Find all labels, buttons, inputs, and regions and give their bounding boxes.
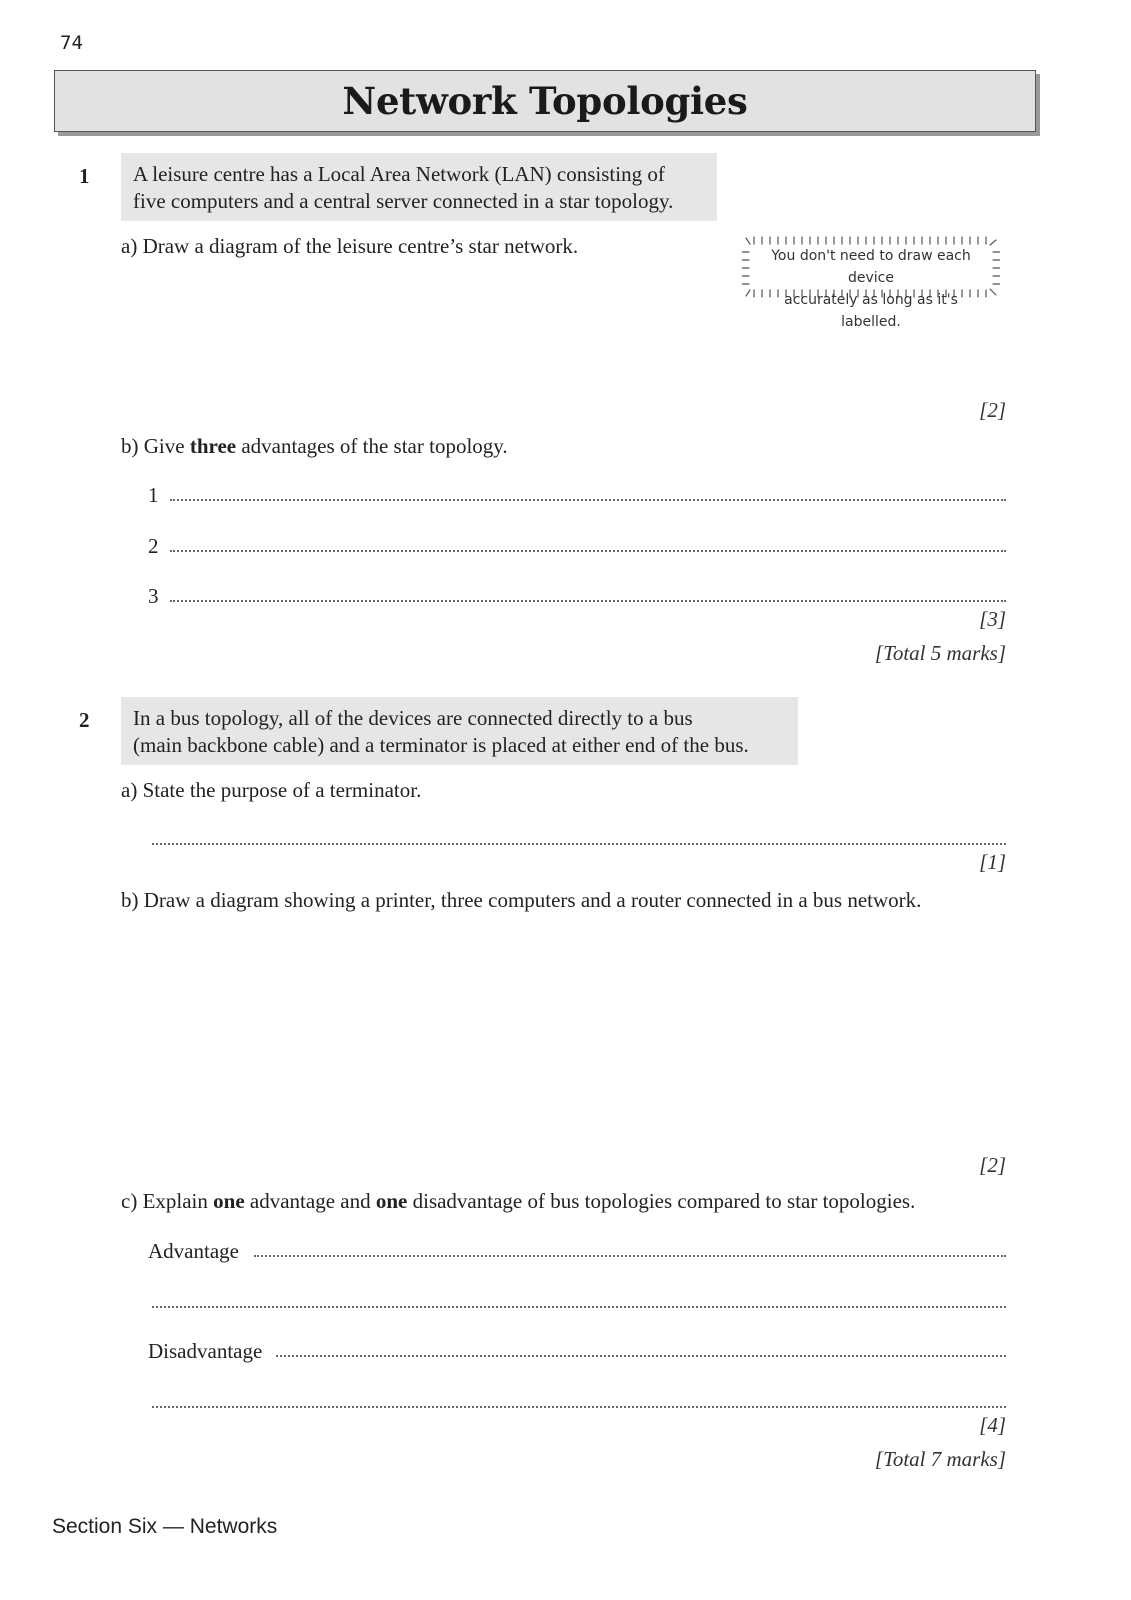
question-1-number: 1 [79,164,90,188]
question-2c-marks: [4] [979,1413,1006,1437]
advantage-answer-line-2[interactable] [152,1306,1006,1308]
tip-line-2: accurately as long as it's labelled. [784,292,958,330]
advantage-answer-line-1[interactable] [254,1255,1006,1257]
question-1b [121,433,508,460]
question-2-stem-line-1: In a bus topology, all of the devices are connected directly to a bus [133,706,693,730]
answer-line-1-number: 1 [148,483,159,507]
answer-line-3[interactable] [170,600,1006,602]
advantage-label: Advantage [148,1239,239,1263]
question-1a-label: a) [121,234,138,258]
question-2-number: 2 [79,708,90,732]
answer-line-1[interactable] [170,499,1006,501]
disadvantage-answer-line-1[interactable] [276,1355,1006,1357]
question-2-stem [121,697,798,765]
question-1-stem [121,153,717,221]
question-1b-text-pre: Give [143,434,190,458]
question-2c-bold-1: one [213,1189,245,1213]
question-1-stem-line-2: five computers and a central server connected in a star topology. [133,189,674,213]
section-footer: Section Six — Networks [52,1515,278,1538]
question-2-stem-line-2: (main backbone cable) and a terminator is placed at either end of the bus. [133,733,749,757]
question-1b-text-post: advantages of the star topology. [236,434,508,458]
question-2c-bold-2: one [375,1189,408,1213]
question-1a [121,233,578,260]
question-2a-text: State the purpose of a terminator. [142,778,422,802]
question-2a-marks: [1] [979,850,1006,874]
question-1b-text-bold: three [189,434,237,458]
answer-line-2[interactable] [170,550,1006,552]
question-2b [121,887,921,914]
question-2a-answer-line[interactable] [152,843,1006,845]
question-2b-label: b) [121,888,139,912]
answer-line-3-number: 3 [148,584,159,608]
disadvantage-label: Disadvantage [148,1339,263,1363]
question-1a-text: Draw a diagram of the leisure centre’s star network. [142,234,579,258]
tip-box [742,234,1000,330]
question-1-total: [Total 5 marks] [874,641,1006,665]
answer-line-2-number: 2 [148,534,159,558]
question-2a-label: a) [121,778,138,802]
question-2c-text-mid: advantage and [244,1189,376,1213]
question-2b-marks: [2] [979,1153,1006,1177]
question-1-stem-line-1: A leisure centre has a Local Area Network (LAN) consisting of [133,162,665,186]
question-2c [121,1188,915,1215]
question-1b-label: b) [121,434,139,458]
question-2c-text-post: disadvantage of bus topologies compared to star topologies. [407,1189,916,1213]
question-1a-marks: [2] [979,398,1006,422]
question-2c-text-pre: Explain [142,1189,214,1213]
question-2-total: [Total 7 marks] [874,1447,1006,1471]
page-title: Network Topologies [342,79,748,123]
title-banner [54,70,1036,132]
question-2a [121,777,421,804]
question-2c-label: c) [121,1189,138,1213]
tip-line-1: You don't need to draw each device [771,248,971,286]
question-2b-text: Draw a diagram showing a printer, three computers and a router connected in a bus network. [143,888,922,912]
page-number: 74 [60,32,83,54]
disadvantage-answer-line-2[interactable] [152,1406,1006,1408]
question-1b-marks: [3] [979,607,1006,631]
